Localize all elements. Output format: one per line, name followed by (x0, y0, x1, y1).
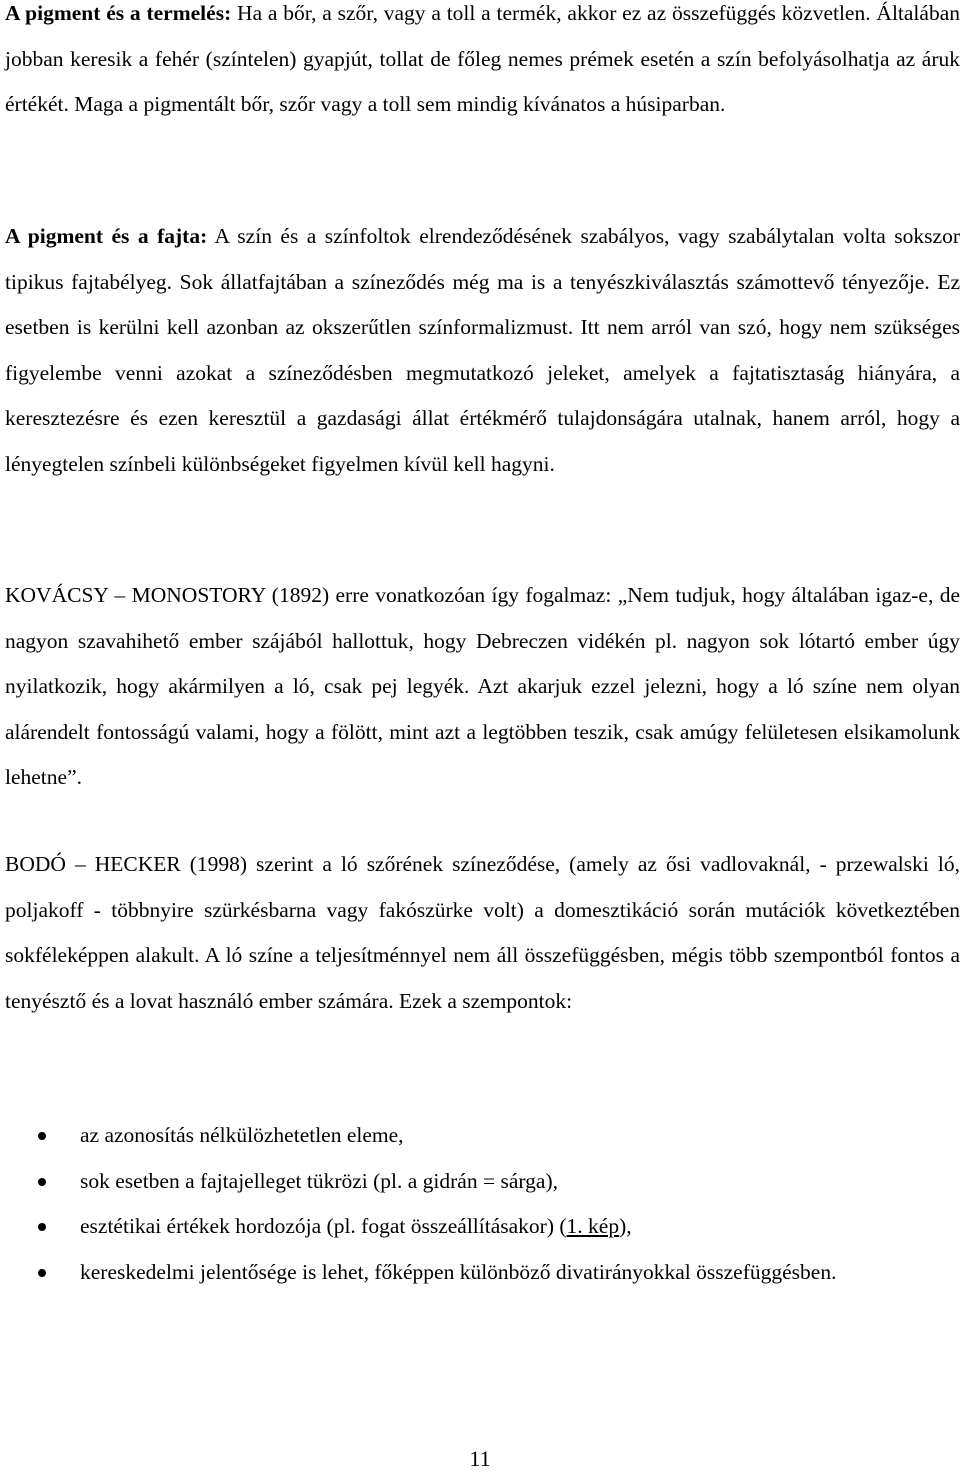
bullet-icon (38, 1223, 46, 1231)
page-number: 11 (469, 1446, 491, 1471)
list-item (0, 1204, 960, 1250)
bullet-icon (38, 1178, 46, 1186)
aspects-list (0, 1113, 960, 1295)
paragraph-pigment-production (5, 0, 960, 128)
list-item-text: kereskedelmi jelentősége is lehet, főképpen különböző divatirányokkal összefüggésben. (80, 1259, 837, 1284)
paragraph-text: Ha a bőr, a szőr, vagy a toll a termék, akkor ez az összefüggés közvetlen. Általában jobban keresik a fehér (színtelen) gyapjút, tollat de főleg nemes prémek esetén a szín befolyásolhatja az áruk értékét. Maga a pigmentált bőr, szőr vagy a toll sem mindig kívánatos a húsiparban. (5, 1, 960, 116)
list-item (0, 1250, 960, 1296)
list-item (0, 1159, 960, 1205)
bullet-icon (38, 1269, 46, 1277)
figure-reference-link[interactable]: 1. kép (566, 1214, 620, 1238)
paragraph-text: KOVÁCSY – MONOSTORY (1892) erre vonatkozóan így fogalmaz: „Nem tudjuk, hogy általában igaz-e, de nagyon szavahihető ember szájából hallottuk, hogy Debreczen vidékén pl. nagyon sok lótartó ember úgy nyilatkozik, hogy akármilyen a ló, csak pej legyék. Azt akarjuk ezzel jelezni, hogy a ló színe nem olyan alárendelt fontosságú valami, hogy a fölött, mint azt a legtöbben teszik, csak amúgy felületesen elsikamolunk lehetne”. (5, 583, 960, 789)
list-item (0, 1113, 960, 1159)
paragraph-kovacsy-quote (5, 573, 960, 801)
list-item-text: az azonosítás nélkülözhetetlen eleme, (80, 1123, 404, 1147)
paragraph-text: BODÓ – HECKER (1998) szerint a ló szőrének színeződése, (amely az ősi vadlovaknál, - przewalski ló, poljakoff - többnyire szürkésbarna vagy fakószürke volt) a domesztikáció során mutációk következtében sokféleképpen alakult. A ló színe a teljesítménnyel nem áll összefüggésben, mégis több szempontból fontos a tenyésztő és a lovat használó ember számára. Ezek a szempontok: (5, 852, 960, 1013)
list-item-text-before: esztétikai értékek hordozója (pl. fogat összeállításakor) ( (80, 1214, 567, 1238)
list-item-text: sok esetben a fajtajelleget tükrözi (pl. a gidrán = sárga), (80, 1168, 558, 1193)
paragraph-pigment-breed (5, 214, 960, 487)
paragraph-lead: A pigment és a fajta: (5, 224, 208, 248)
list-item-text-after: ), (619, 1214, 632, 1238)
paragraph-bodo-hecker (5, 842, 960, 1024)
list-item-text (80, 1214, 632, 1238)
paragraph-text: A szín és a színfoltok elrendeződésének szabályos, vagy szabálytalan volta sokszor tipikus fajtabélyeg. Sok állatfajtában a színeződés még ma is a tenyészkiválasztás számottevő tényezője. Ez esetben is kerülni kell azonban az okszerűtlen színformalizmust. Itt nem arról van szó, hogy nem szükséges figyelembe venni azokat a színeződésben megmutatkozó jeleket, amelyek a fajtatisztaság hiányára, a keresztezésre és ezen keresztül a gazdasági állat értékmérő tulajdonságára utalnak, hanem arról, hogy a lényegtelen színbeli különbségeket figyelmen kívül kell hagyni. (5, 224, 960, 476)
paragraph-lead: A pigment és a termelés: (5, 1, 232, 25)
bullet-icon (38, 1132, 46, 1140)
